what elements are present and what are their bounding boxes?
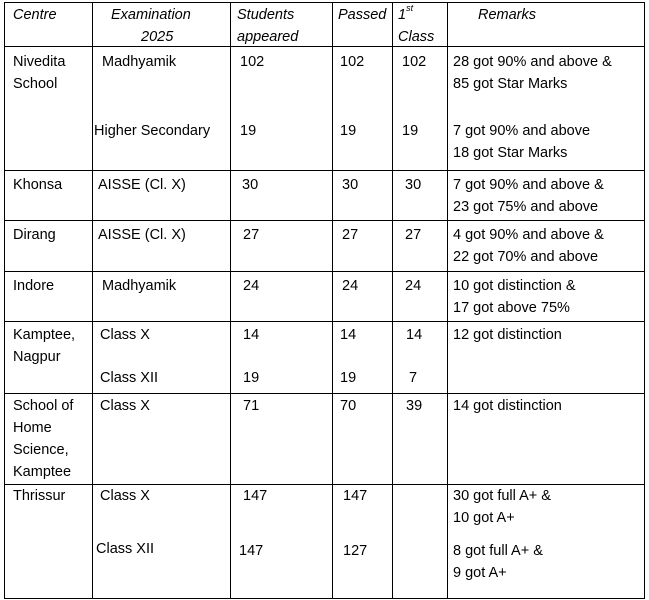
cell-exam	[93, 394, 231, 485]
remarks-text: 14 got distinction	[453, 398, 562, 414]
cell-exam	[93, 171, 231, 221]
table-row	[5, 221, 645, 272]
cell-centre	[5, 485, 93, 599]
exam-name: Higher Secondary	[94, 123, 211, 139]
table-row	[5, 171, 645, 221]
cell-appeared	[231, 221, 333, 272]
header-first-label: 1st	[398, 3, 414, 23]
header-centre	[5, 3, 93, 47]
header-passed	[333, 3, 393, 47]
header-centre-label: Centre	[13, 7, 57, 23]
passed-value: 27	[342, 227, 359, 243]
table-row	[5, 394, 645, 485]
table-row	[5, 47, 645, 171]
cell-appeared	[231, 322, 333, 394]
remarks-text: 4 got 90% and above & 22 got 70% and above	[453, 227, 604, 265]
centre-name: Nivedita School	[13, 54, 66, 92]
first-class-value: 14	[406, 327, 423, 343]
cell-passed	[333, 171, 393, 221]
table-row	[5, 485, 645, 599]
cell-remarks	[448, 322, 645, 394]
cell-exam	[93, 47, 231, 171]
cell-centre	[5, 221, 93, 272]
passed-value: 147	[343, 488, 368, 504]
passed-value: 19	[340, 123, 357, 139]
cell-passed	[333, 394, 393, 485]
cell-centre	[5, 47, 93, 171]
cell-remarks	[448, 485, 645, 599]
appeared-value: 30	[242, 177, 259, 193]
cell-centre	[5, 272, 93, 322]
header-row	[5, 3, 645, 47]
header-students-line2: appeared	[237, 29, 299, 45]
header-exam-line1: Examination	[111, 7, 191, 23]
cell-exam	[93, 221, 231, 272]
first-class-value: 7	[409, 370, 418, 386]
exam-name: AISSE (Cl. X)	[98, 227, 186, 243]
exam-name: Class XII	[100, 370, 159, 386]
cell-first-class	[393, 272, 448, 322]
header-first-word: Class	[398, 29, 435, 45]
centre-name: Indore	[13, 278, 55, 294]
cell-remarks	[448, 47, 645, 171]
first-class-value: 27	[405, 227, 422, 243]
appeared-value: 19	[243, 370, 260, 386]
cell-first-class	[393, 394, 448, 485]
table-row	[5, 272, 645, 322]
centre-name: Kamptee, Nagpur	[13, 327, 76, 365]
passed-value: 24	[342, 278, 359, 294]
first-class-value: 30	[405, 177, 422, 193]
cell-exam	[93, 322, 231, 394]
remarks-text: 12 got distinction	[453, 327, 562, 343]
cell-first-class	[393, 485, 448, 599]
centre-name: Thrissur	[13, 488, 66, 504]
appeared-value: 24	[243, 278, 260, 294]
passed-value: 102	[340, 54, 365, 70]
exam-name: Class X	[100, 488, 150, 504]
exam-name: Class X	[100, 398, 150, 414]
cell-passed	[333, 485, 393, 599]
cell-appeared	[231, 171, 333, 221]
cell-exam	[93, 272, 231, 322]
remarks-text: 30 got full A+ & 10 got A+	[453, 488, 551, 526]
appeared-value: 19	[240, 123, 257, 139]
cell-passed	[333, 272, 393, 322]
cell-centre	[5, 171, 93, 221]
cell-passed	[333, 47, 393, 171]
passed-value: 19	[340, 370, 357, 386]
header-students	[231, 3, 333, 47]
first-class-value: 102	[402, 54, 427, 70]
header-passed-label: Passed	[338, 7, 387, 23]
passed-value: 30	[342, 177, 359, 193]
appeared-value: 71	[243, 398, 260, 414]
header-exam-line2: 2025	[141, 29, 174, 45]
cell-appeared	[231, 47, 333, 171]
cell-remarks	[448, 394, 645, 485]
cell-first-class	[393, 322, 448, 394]
passed-value: 70	[340, 398, 357, 414]
cell-appeared	[231, 394, 333, 485]
appeared-value: 147	[243, 488, 268, 504]
exam-name: AISSE (Cl. X)	[98, 177, 186, 193]
header-remarks	[448, 3, 645, 47]
appeared-value: 147	[239, 543, 264, 559]
first-class-value: 24	[405, 278, 422, 294]
passed-value: 127	[343, 543, 368, 559]
remarks-text: 7 got 90% and above & 23 got 75% and above	[453, 177, 604, 215]
remarks-text: 8 got full A+ & 9 got A+	[453, 543, 543, 581]
cell-remarks	[448, 272, 645, 322]
cell-first-class	[393, 171, 448, 221]
cell-centre	[5, 322, 93, 394]
remarks-text: 10 got distinction & 17 got above 75%	[453, 278, 576, 316]
cell-centre	[5, 394, 93, 485]
cell-remarks	[448, 221, 645, 272]
passed-value: 14	[340, 327, 357, 343]
table-row	[5, 322, 645, 394]
appeared-value: 14	[243, 327, 260, 343]
cell-first-class	[393, 47, 448, 171]
header-first-class	[393, 3, 448, 47]
exam-name: Class X	[100, 327, 150, 343]
centre-name: Dirang	[13, 227, 56, 243]
cell-passed	[333, 221, 393, 272]
appeared-value: 27	[243, 227, 260, 243]
cell-passed	[333, 322, 393, 394]
exam-name: Madhyamik	[102, 278, 177, 294]
cell-remarks	[448, 171, 645, 221]
remarks-text: 28 got 90% and above & 85 got Star Marks	[453, 54, 612, 92]
cell-exam	[93, 485, 231, 599]
results-table	[4, 2, 645, 599]
centre-name: Khonsa	[13, 177, 63, 193]
first-class-value: 39	[406, 398, 423, 414]
exam-name: Class XII	[96, 541, 155, 557]
cell-first-class	[393, 221, 448, 272]
header-remarks-label: Remarks	[478, 7, 537, 23]
header-examination	[93, 3, 231, 47]
first-class-value: 19	[402, 123, 419, 139]
cell-appeared	[231, 272, 333, 322]
remarks-text: 7 got 90% and above 18 got Star Marks	[453, 123, 591, 161]
centre-name: School of Home Science, Kamptee	[13, 398, 74, 480]
appeared-value: 102	[240, 54, 265, 70]
exam-name: Madhyamik	[102, 54, 177, 70]
header-students-line1: Students	[237, 7, 295, 23]
cell-appeared	[231, 485, 333, 599]
